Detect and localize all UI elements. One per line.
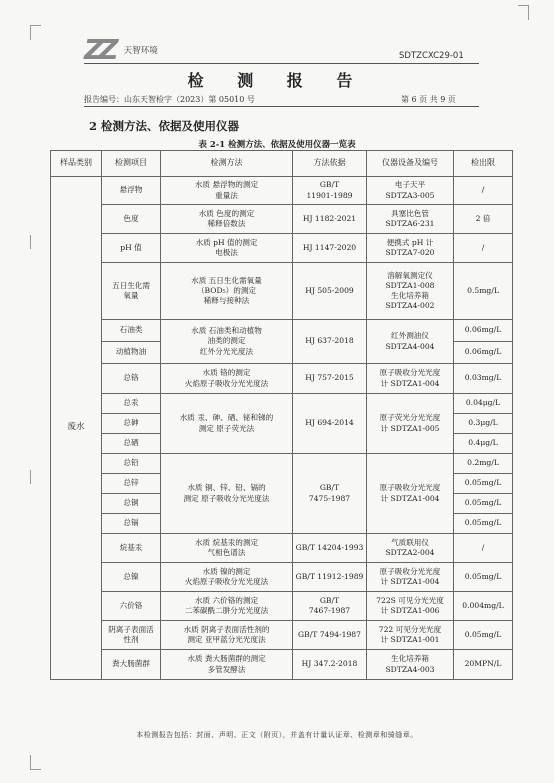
report-title: 检 测 报 告 — [187, 71, 367, 90]
item-cell: 总锌 — [102, 474, 161, 494]
item-cell: 总镉 — [102, 514, 161, 534]
method-cell — [161, 394, 293, 454]
method-line: 水质 粪大肠菌群的测定 — [187, 654, 266, 664]
logo-mark-icon: ZZ — [84, 33, 113, 66]
page-info: 第 6 页 共 9 页 — [401, 95, 456, 104]
basis-cell — [293, 394, 367, 454]
corner-mark-left-2 — [30, 470, 31, 484]
item-cell: 五日生化需氧量 — [102, 263, 161, 320]
limit-cell: 0.05mg/L — [454, 514, 513, 534]
method-line: 水质 镍的测定 — [202, 566, 251, 576]
column-header: 仪器设备及编号 — [367, 151, 454, 177]
table-row — [51, 621, 513, 650]
limit-cell: / — [454, 234, 513, 263]
method-cell — [161, 592, 293, 621]
table-row — [51, 205, 513, 234]
table-row — [51, 534, 513, 563]
instrument-cell — [367, 650, 454, 680]
instrument-line: 生化培养箱 — [391, 291, 429, 300]
method-line: 电极法 — [215, 248, 238, 257]
limit-cell: 2 倍 — [454, 205, 513, 234]
limit-cell: 0.2mg/L — [454, 454, 513, 474]
limit-cell: 0.06mg/L — [454, 342, 513, 364]
basis-line: HJ 347.2-2018 — [301, 659, 358, 669]
method-cell — [161, 234, 293, 263]
column-header: 样品类别 — [51, 151, 102, 177]
basis-line: 7475-1987 — [308, 493, 351, 503]
table-header-row — [51, 151, 513, 177]
basis-cell — [293, 320, 367, 364]
instrument-line: 计 SDTZA1-006 — [380, 606, 440, 615]
limit-cell: 0.04μg/L — [454, 394, 513, 414]
company-logo — [84, 33, 158, 66]
item-cell: 阴离子表面活性剂 — [102, 621, 161, 650]
table-row — [51, 177, 513, 205]
title-divider — [84, 106, 479, 107]
method-line: 水质 色度的测定 — [198, 208, 255, 218]
basis-cell — [293, 534, 367, 563]
instrument-line: 原子吸收分光光度 — [379, 483, 441, 493]
instrument-cell — [367, 454, 454, 534]
corner-mark-top-left — [30, 25, 41, 40]
document-code: SDTZCXC29-01 — [399, 51, 464, 61]
instrument-line: 电子天平 — [394, 180, 426, 190]
instrument-line: SDTZA3-005 — [385, 190, 435, 200]
basis-cell — [293, 621, 367, 650]
instrument-cell — [367, 563, 454, 592]
instrument-line: 计 SDTZA1-004 — [380, 493, 440, 503]
corner-mark-top-right — [518, 5, 529, 20]
limit-cell: 0.05mg/L — [454, 621, 513, 650]
method-cell — [161, 263, 293, 320]
basis-line: HJ 694-2014 — [305, 418, 354, 428]
table-row — [51, 364, 513, 394]
sample-category-cell: 废水 — [51, 177, 102, 680]
table-row — [51, 263, 513, 320]
method-line: 火焰原子吸收分光光度法 — [184, 378, 269, 388]
instrument-line: SDTZA4-004 — [385, 341, 435, 351]
method-line: 水质 六价铬的测定 — [194, 595, 259, 605]
method-cell — [161, 454, 293, 534]
corner-mark-left-1 — [30, 235, 31, 249]
instrument-line: SDTZA4-003 — [385, 664, 435, 674]
basis-line: HJ 637-2018 — [305, 336, 354, 346]
basis-line: HJ 1182-2021 — [302, 213, 357, 223]
basis-line: GB/T 7494-1987 — [298, 629, 361, 639]
section-heading: 2 检测方法、依据及使用仪器 — [89, 119, 240, 133]
table-caption: 表 2-1 检测方法、依据及使用仪器一览表 — [198, 140, 356, 150]
instrument-cell — [367, 364, 454, 394]
method-cell — [161, 205, 293, 234]
table-row — [51, 234, 513, 263]
item-cell: 总铜 — [102, 494, 161, 514]
method-line: 稀释与接种法 — [203, 296, 250, 306]
item-cell: 动植物油 — [102, 342, 161, 364]
instrument-line: SDTZA1-008 — [385, 280, 435, 290]
method-line: 稀释倍数法 — [207, 219, 246, 228]
method-line: 水质 石油类和动植物 — [191, 326, 262, 336]
method-cell — [161, 621, 293, 650]
method-line: 多管发酵法 — [207, 664, 246, 674]
instrument-line: 计 SDTZA1-004 — [380, 577, 440, 586]
instrument-line: 722 可见分光光度 — [378, 624, 442, 634]
method-line: 水质 烷基汞的测定 — [194, 537, 259, 547]
item-cell: 六价铬 — [102, 592, 161, 621]
instrument-cell — [367, 320, 454, 364]
table-row — [51, 454, 513, 474]
basis-cell — [293, 364, 367, 394]
basis-line: GB/T 14204-1993 — [295, 542, 364, 552]
item-cell: 总硒 — [102, 434, 161, 454]
basis-line: HJ 505-2009 — [305, 285, 354, 295]
basis-cell — [293, 177, 367, 205]
method-line: 水质 悬浮物的测定 — [194, 180, 259, 190]
instrument-cell — [367, 394, 454, 454]
item-cell: 总镍 — [102, 563, 161, 592]
method-line: 测定 亚甲蓝分光光度法 — [187, 635, 266, 644]
instrument-cell — [367, 592, 454, 621]
item-cell: 总铅 — [102, 454, 161, 474]
table-row — [51, 563, 513, 592]
footer-note: 本检测报告包括：封面、声明、正文（附页），并盖有计量认证章、检测章和骑缝章。 — [136, 731, 418, 739]
limit-cell: 20MPN/L — [454, 650, 513, 680]
basis-cell — [293, 234, 367, 263]
instrument-cell — [367, 205, 454, 234]
method-line: 水质 五日生化需氧量 — [191, 275, 262, 285]
instrument-line: 原子吸收分光光度 — [379, 368, 441, 378]
instrument-line: 计 SDTZA1-005 — [380, 423, 440, 433]
limit-cell: 0.004mg/L — [454, 592, 513, 621]
item-cell: 总砷 — [102, 414, 161, 434]
method-line: 火焰原子吸收分光光度法 — [184, 577, 269, 586]
method-line: 红外分光光度法 — [199, 346, 254, 356]
limit-cell: 0.06mg/L — [454, 320, 513, 342]
basis-line: GB/T — [319, 483, 340, 493]
method-line: 水质 铬的测定 — [202, 368, 251, 378]
column-header: 检测项目 — [102, 151, 161, 177]
table-row — [51, 320, 513, 342]
instrument-line: SDTZA6-231 — [385, 219, 435, 228]
limit-cell: 0.05mg/L — [454, 474, 513, 494]
limit-cell: 0.05mg/L — [454, 563, 513, 592]
item-cell: 总汞 — [102, 394, 161, 414]
instrument-line: 原子吸收分光光度 — [379, 566, 441, 576]
item-cell: 色度 — [102, 205, 161, 234]
item-cell: 烷基汞 — [102, 534, 161, 563]
basis-cell — [293, 263, 367, 320]
instrument-cell — [367, 621, 454, 650]
method-cell — [161, 364, 293, 394]
method-line: 水质 阴离子表面活性剂的 — [183, 624, 270, 634]
header-divider — [84, 63, 479, 64]
instrument-line: 计 SDTZA1-001 — [380, 635, 440, 644]
method-line: 水质 汞、砷、硒、铋和锑的 — [179, 413, 274, 423]
item-cell: 总铬 — [102, 364, 161, 394]
limit-cell: 0.3μg/L — [454, 414, 513, 434]
method-line: 测定 原子荧光法 — [198, 423, 255, 433]
method-cell — [161, 320, 293, 364]
logo-text: 天智环境 — [123, 45, 158, 56]
instrument-line: SDTZA7-020 — [385, 248, 435, 257]
instrument-line: 722S 可见分光光度 — [376, 595, 444, 605]
instrument-line: 计 SDTZA1-004 — [380, 378, 440, 388]
method-cell — [161, 177, 293, 205]
instrument-cell — [367, 263, 454, 320]
table-row — [51, 592, 513, 621]
column-header: 方法依据 — [293, 151, 367, 177]
instrument-line: 具塞比色管 — [391, 208, 429, 218]
basis-cell — [293, 454, 367, 534]
method-line: 气相色谱法 — [207, 548, 246, 557]
table-row — [51, 394, 513, 414]
basis-line: GB/T — [319, 180, 340, 190]
method-cell — [161, 650, 293, 680]
limit-cell: / — [454, 534, 513, 563]
method-line: 重量法 — [215, 190, 238, 200]
limit-cell: 0.4μg/L — [454, 434, 513, 454]
limit-cell: 0.03mg/L — [454, 364, 513, 394]
item-cell: 悬浮物 — [102, 177, 161, 205]
method-line: 水质 pH 值的测定 — [195, 237, 258, 247]
method-line: 油类的测定 — [207, 336, 246, 346]
methods-table — [50, 150, 513, 680]
method-line: （BOD₅）的测定 — [196, 285, 257, 295]
basis-line: 11901-1989 — [306, 190, 353, 200]
basis-line: HJ 1147-2020 — [302, 242, 357, 252]
item-cell: 粪大肠菌群 — [102, 650, 161, 680]
instrument-cell — [367, 234, 454, 263]
method-line: 水质 铜、锌、铅、镉的 — [187, 483, 266, 493]
instrument-line: 气质联用仪 — [391, 537, 429, 547]
basis-line: GB/T — [319, 595, 340, 605]
instrument-line: 原子荧光分光光度 — [379, 413, 441, 423]
item-cell: 石油类 — [102, 320, 161, 342]
basis-cell — [293, 205, 367, 234]
basis-line: HJ 757-2015 — [305, 373, 354, 383]
method-cell — [161, 534, 293, 563]
instrument-line: 红外测油仪 — [391, 331, 429, 341]
basis-cell — [293, 563, 367, 592]
instrument-line: SDTZA4-002 — [385, 301, 435, 311]
item-cell: pH 值 — [102, 234, 161, 263]
basis-line: 7467-1987 — [308, 606, 351, 615]
instrument-line: 便携式 pH 计 — [386, 237, 434, 247]
limit-cell: 0.5mg/L — [454, 263, 513, 320]
corner-mark-bottom-left — [30, 755, 41, 770]
table-row — [51, 650, 513, 680]
limit-cell: 0.05mg/L — [454, 494, 513, 514]
instrument-cell — [367, 177, 454, 205]
basis-cell — [293, 650, 367, 680]
basis-cell — [293, 592, 367, 621]
report-number: 报告编号：山东天智检字（2023）第 05010 号 — [84, 95, 255, 104]
limit-cell: / — [454, 177, 513, 205]
method-line: 测定 原子吸收分光光度法 — [183, 493, 270, 503]
column-header: 检测方法 — [161, 151, 293, 177]
column-header: 检出限 — [454, 151, 513, 177]
basis-line: GB/T 11912-1989 — [295, 571, 364, 581]
method-line: 二苯碳酰二肼分光光度法 — [184, 606, 269, 615]
instrument-line: 溶解氧测定仪 — [387, 270, 433, 280]
instrument-line: SDTZA2-004 — [385, 548, 435, 557]
instrument-line: 生化培养箱 — [391, 654, 429, 664]
instrument-cell — [367, 534, 454, 563]
method-cell — [161, 563, 293, 592]
